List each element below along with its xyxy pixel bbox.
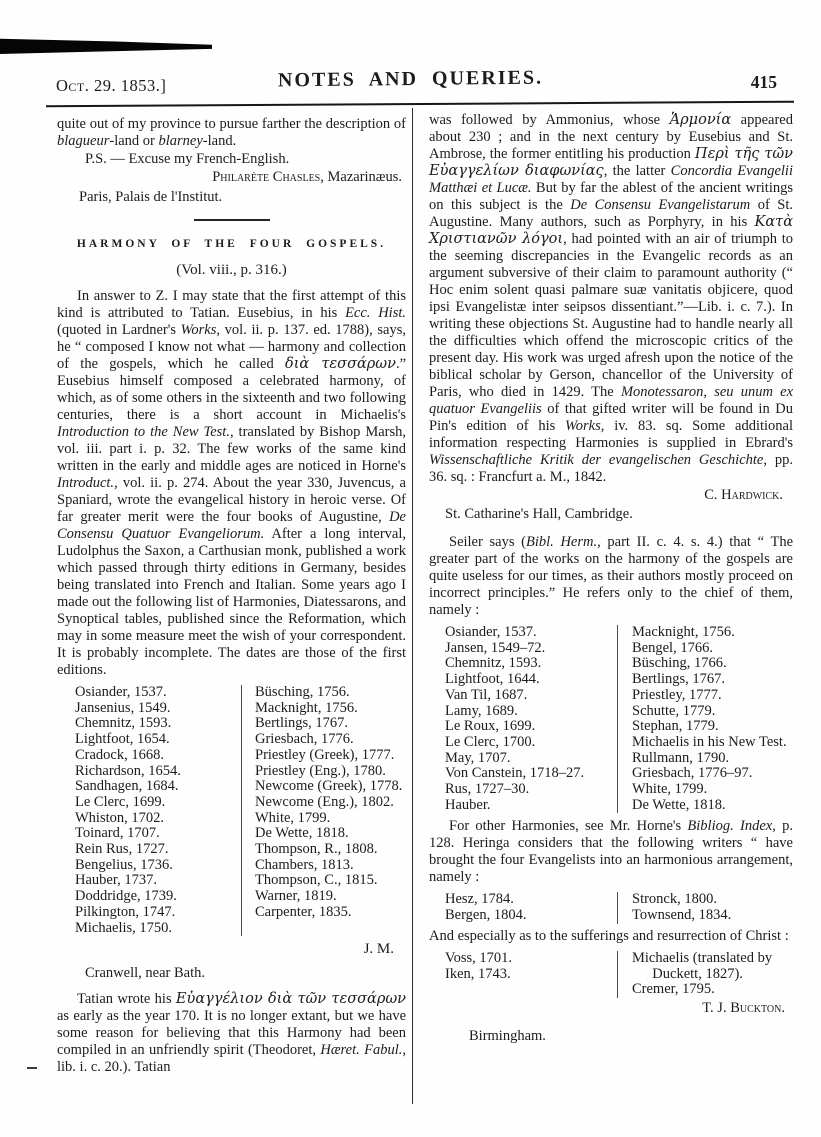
tatian-paragraph: Tatian wrote his Εὐαγγέλιον διὰ τῶν τεσσάρων as early as the year 170. It is no longer extant, but we have some reason for believing that this Harmony had been compiled in an unfriendly spirit (Theodoret, Hæret. Fabul., lib. i. c. 20.). Tatian <box>57 991 406 1076</box>
article-body-paragraph: In answer to Z. I may state that the first attempt of this kind is attributed to Tatian. Eusebius, in his Ecc. Hist. (quoted in Lardner's Works, vol. ii. p. 137. ed. 1788), says, he “ composed I know not what — harmony and collection of the gospels, which he called διὰ τεσσάρων.” Eusebius himself composed a celebrated harmony, of which, as of some others in the sixteenth and two following centuries, there is a short account in Michaelis's Introduction to the New Test., translated by Bishop Marsh, vol. iii. part i. p. 32. The few works of the same kind written in the early and middle ages are noticed in Horne's Introduct., vol. ii. p. 274. About the year 330, Juvencus, a Spaniard, wrote the evangelical history in heroic verse. Of far greater merit were the four books of Augustine, De Consensu Quatuor Evangeliorum. After a long interval, Ludolphus the Saxon, a Carthusian monk, published a work which passed through thirty editions in Germany, besides being translated into French and Italian. Some years ago I made out the following list of Harmonies, Diatessarons, and Synoptical tables, published since the Reformation, which may in some measure meet the wish of your correspondent. It is probably incomplete. The dates are those of the first editions. <box>57 288 406 678</box>
list-item: Jansenius, 1549. <box>75 699 171 716</box>
list-item: Priestley, 1777. <box>632 686 722 703</box>
christ-list-col-2 <box>617 951 793 998</box>
harmony-editions-list <box>57 685 406 936</box>
list-item: Stephan, 1779. <box>632 718 719 735</box>
list-item: Warner, 1819. <box>255 888 337 905</box>
list-item: Bengel, 1766. <box>632 639 713 656</box>
list-item: Rus, 1727–30. <box>445 781 530 798</box>
list-item: Le Clerc, 1699. <box>75 793 166 810</box>
journal-title: NOTES AND QUERIES. <box>277 66 544 92</box>
buckton-address: Birmingham. <box>469 1027 546 1044</box>
harmony-list-col-1 <box>57 685 241 936</box>
list-item: Büsching, 1766. <box>632 655 727 672</box>
sufferings-line: And especially as to the sufferings and resurrection of Christ : <box>429 927 789 944</box>
list-item: Michaelis, 1750. <box>75 919 173 936</box>
hardwick-signature: C. Hardwick. <box>704 487 783 503</box>
list-item: Thompson, R., 1808. <box>255 841 378 858</box>
column-divider-rule <box>412 108 413 1104</box>
seiler-list-col-2 <box>617 625 793 813</box>
list-item: Newcome (Eng.), 1802. <box>255 793 394 810</box>
list-item: Le Roux, 1699. <box>445 718 536 735</box>
list-item: Doddridge, 1739. <box>75 888 177 905</box>
list-item: Priestley (Greek), 1777. <box>255 746 395 763</box>
chasles-signature: Philarète Chasles, Mazarinæus. <box>212 169 402 185</box>
list-item: May, 1707. <box>445 749 511 766</box>
harmony-list-col-2 <box>241 685 406 936</box>
christ-harmony-list <box>429 951 793 998</box>
list-item: Michaelis in his New Test. <box>632 733 787 750</box>
heringa-list-col-1 <box>429 892 617 923</box>
postscript-line: P.S. — Excuse my French-English. <box>85 151 290 167</box>
page-number: 415 <box>750 72 777 92</box>
list-item: Sandhagen, 1684. <box>75 778 179 795</box>
left-column <box>57 116 406 1076</box>
hardwick-address: St. Catharine's Hall, Cambridge. <box>445 506 633 522</box>
list-item: Bertlings, 1767. <box>255 715 349 732</box>
list-item: Hauber. <box>445 796 491 813</box>
closing-paragraph: quite out of my province to pursue farther the description of blagueur-land or blarney-land. <box>57 116 406 149</box>
heringa-list-col-2 <box>617 892 793 923</box>
jm-address: Cranwell, near Bath. <box>85 965 205 982</box>
list-item: Osiander, 1537. <box>75 684 167 700</box>
list-item: Van Til, 1687. <box>445 686 528 703</box>
volume-reference: (Vol. viii., p. 316.) <box>176 262 287 278</box>
seiler-list-col-1 <box>429 625 617 813</box>
list-item: Chemnitz, 1593. <box>75 715 172 732</box>
list-item: Hauber, 1737. <box>75 872 157 889</box>
list-item: Bertlings, 1767. <box>632 671 726 688</box>
list-item: Voss, 1701. <box>445 949 513 966</box>
list-item: Richardson, 1654. <box>75 762 181 779</box>
margin-mark <box>27 1067 37 1069</box>
buckton-signature: T. J. Buckton. <box>702 999 785 1016</box>
list-item: Chambers, 1813. <box>255 856 354 873</box>
heringa-list <box>429 892 793 923</box>
hardwick-paragraph: was followed by Ammonius, whose Ἁρμονία appeared about 230 ; and in the next century by Eusebius and St. Ambrose, the former entitling his production Περὶ τῆς τῶν Εὐαγγελίων διαφωνίας, the latter Concordia Evangelii Matthæi et Lucæ. But by far the ablest of the ancient writings on this subject is the De Consensu Evangelistarum of St. Augustine. Many authors, such as Porphyry, in his Κατὰ Χριστιανῶν λόγοι, had pointed with an air of triumph to the seeming discrepancies in the Evangelic records as an argument subversive of their claim to paramount authority (“ Hoc enim solent quasi palmare suæ vanitatis objicere, quod ipsi Evangelistæ inter seipsos dissentiant.”—Lib. i. c. 7.). In writing these objections St. Augustine had to handle nearly all the difficulties which offend the microscopic critics of the present day. His work was urged afresh upon the notice of the biblical scholar by Gerson, chancellor of the University of Paris, who died in 1429. The Monotessaron, seu unum ex quatuor Evangeliis of that gifted writer will be found in Du Pin's edition of his Works, iv. 83. sq. Some additional information respecting Harmonies is supplied in Ebrard's Wissenschaftliche Kritik der evangelischen Geschichte, pp. 36. sq. : Francfurt a. M., 1842. <box>429 112 794 485</box>
list-item: Schutte, 1779. <box>632 702 716 719</box>
list-item: Lamy, 1689. <box>445 702 518 719</box>
list-item: Rein Rus, 1727. <box>75 841 169 858</box>
list-item: Bergen, 1804. <box>445 907 527 924</box>
list-item: Lightfoot, 1654. <box>75 731 170 748</box>
list-item: Priestley (Eng.), 1780. <box>255 762 386 779</box>
list-item: Von Canstein, 1718–27. <box>445 765 585 782</box>
list-item: Chemnitz, 1593. <box>445 655 542 672</box>
issue-date: Oct. 29. 1853.] <box>56 76 167 95</box>
list-item: Macknight, 1756. <box>255 699 358 716</box>
list-item: Townsend, 1834. <box>632 907 732 924</box>
seiler-paragraph: Seiler says (Bibl. Herm., part II. c. 4. s. 4.) that “ The greater part of the works on the harmony of the gospels are quite useless for our times, as their authors mostly proceed on incorrect principles.” He refers only to the chief of them, namely : <box>429 534 794 618</box>
right-column <box>429 112 793 1045</box>
christ-list-col-1 <box>429 951 617 998</box>
list-item: De Wette, 1818. <box>632 796 726 813</box>
list-item: Hesz, 1784. <box>445 891 514 908</box>
article-title: HARMONY OF THE FOUR GOSPELS. <box>76 238 387 250</box>
section-divider-rule <box>194 219 270 221</box>
list-item: Pilkington, 1747. <box>75 903 176 920</box>
list-item: Toinard, 1707. <box>75 825 160 842</box>
list-item: Cremer, 1795. <box>632 981 715 998</box>
chasles-address: Paris, Palais de l'Institut. <box>79 189 223 205</box>
list-item: Le Clerc, 1700. <box>445 733 536 750</box>
list-item: Stronck, 1800. <box>632 891 717 908</box>
list-item: Lightfoot, 1644. <box>445 671 540 688</box>
list-item: Iken, 1743. <box>445 965 511 982</box>
list-item: Büsching, 1756. <box>255 684 350 700</box>
list-item: Rullmann, 1790. <box>632 749 730 766</box>
list-item: Newcome (Greek), 1778. <box>255 778 403 795</box>
list-item: Bengelius, 1736. <box>75 856 173 873</box>
list-item: White, 1799. <box>255 809 331 826</box>
list-item: Carpenter, 1835. <box>255 903 352 920</box>
list-item: Macknight, 1756. <box>632 624 735 640</box>
list-item: Thompson, C., 1815. <box>255 872 378 889</box>
header-rule <box>46 101 794 108</box>
seiler-chief-list <box>429 625 793 813</box>
horne-paragraph: For other Harmonies, see Mr. Horne's Bibliog. Index, p. 128. Heringa considers that the following writers “ have brought the four Evangelists into an harmonious arrangement, namely : <box>429 818 794 886</box>
page-header <box>0 0 821 100</box>
list-item: Cradock, 1668. <box>75 746 164 763</box>
list-item: Osiander, 1537. <box>445 624 537 640</box>
list-item: Griesbach, 1776. <box>255 731 354 748</box>
list-item: White, 1799. <box>632 781 708 798</box>
list-item: Griesbach, 1776–97. <box>632 765 753 782</box>
list-item: Jansen, 1549–72. <box>445 639 546 656</box>
list-item: De Wette, 1818. <box>255 825 349 842</box>
jm-signature: J. M. <box>363 941 394 958</box>
list-item: Michaelis (translated by Duckett, 1827). <box>632 949 773 982</box>
list-item: Whiston, 1702. <box>75 809 165 826</box>
